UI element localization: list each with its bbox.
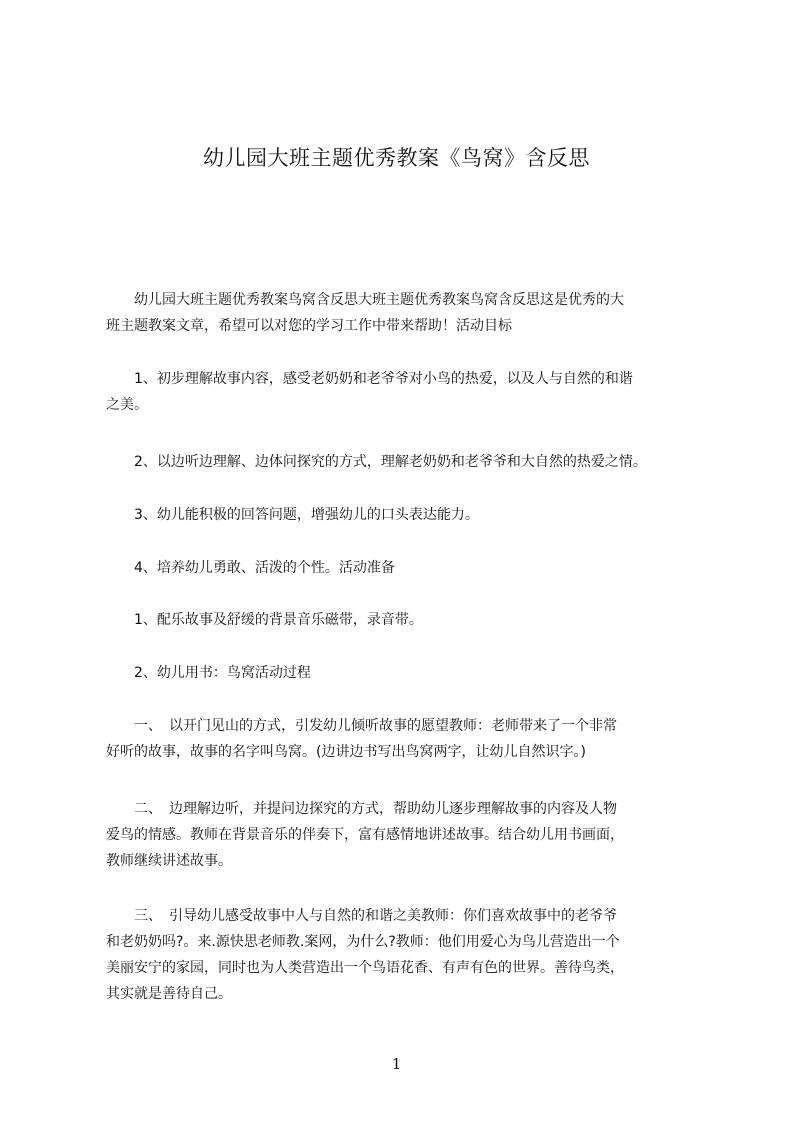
- text-line: 一、 以开门见山的方式，引发幼儿倾听故事的愿望教师：老师带来了一个非常: [106, 718, 617, 734]
- text-line: 教师继续讲述故事。: [106, 853, 232, 869]
- text-line: 之美。: [106, 397, 148, 413]
- paragraph-prep-2: [106, 660, 716, 686]
- text-line: 1、初步理解故事内容，感受老奶奶和老爷爷对小鸟的热爱，以及人与自然的和谐: [106, 371, 633, 387]
- text-line: 2、幼儿用书：鸟窝活动过程: [106, 665, 311, 681]
- text-line: 三、 引导幼儿感受故事中人与自然的和谐之美教师：你们喜欢故事中的老爷爷: [106, 908, 617, 924]
- text-line: 好听的故事，故事的名字叫鸟窝。(边讲边书写出鸟窝两字，让幼儿自然识字。): [106, 744, 586, 760]
- paragraph-step-3: [106, 903, 716, 1007]
- page-number: 1: [391, 1055, 402, 1073]
- text-line: 4、培养幼儿勇敢、活泼的个性。活动准备: [106, 560, 395, 576]
- text-line: 3、幼儿能积极的回答问题，增强幼儿的口头表达能力。: [106, 507, 479, 523]
- text-line: 二、 边理解边听，并提问边探究的方式，帮助幼儿逐步理解故事的内容及人物: [106, 801, 617, 817]
- paragraph-step-2: [106, 796, 716, 874]
- paragraph-goal-4: [106, 555, 716, 581]
- text-line: 爱鸟的情感。教师在背景音乐的伴奏下，富有感情地讲述故事。结合幼儿用书画面，: [106, 827, 624, 843]
- document-title: 幼儿园大班主题优秀教案《鸟窝》含反思: [203, 146, 590, 170]
- text-line: 1、配乐故事及舒缓的背景音乐磁带，录音带。: [106, 612, 423, 628]
- text-line: 其实就是善待自己。: [106, 986, 232, 1002]
- text-line: 幼儿园大班主题优秀教案鸟窝含反思大班主题优秀教案鸟窝含反思这是优秀的大: [106, 292, 624, 308]
- paragraph-goal-1: [106, 366, 716, 418]
- paragraph-goal-3: [106, 502, 716, 528]
- text-line: 2、以边听边理解、边体问探究的方式，理解老奶奶和老爷爷和大自然的热爱之情。: [106, 454, 647, 470]
- paragraph-intro: [106, 287, 716, 339]
- paragraph-goal-2: [106, 449, 716, 475]
- text-line: 美丽安宁的家园，同时也为人类营造出一个鸟语花香、有声有色的世界。善待鸟类，: [106, 960, 624, 976]
- text-line: 和老奶奶吗?。来.源快思老师教.案网，为什么?教师：他们用爱心为鸟儿营造出一个: [106, 934, 620, 950]
- paragraph-prep-1: [106, 607, 716, 633]
- paragraph-step-1: [106, 713, 716, 765]
- text-line: 班主题教案文章，希望可以对您的学习工作中带来帮助！活动目标: [106, 318, 512, 334]
